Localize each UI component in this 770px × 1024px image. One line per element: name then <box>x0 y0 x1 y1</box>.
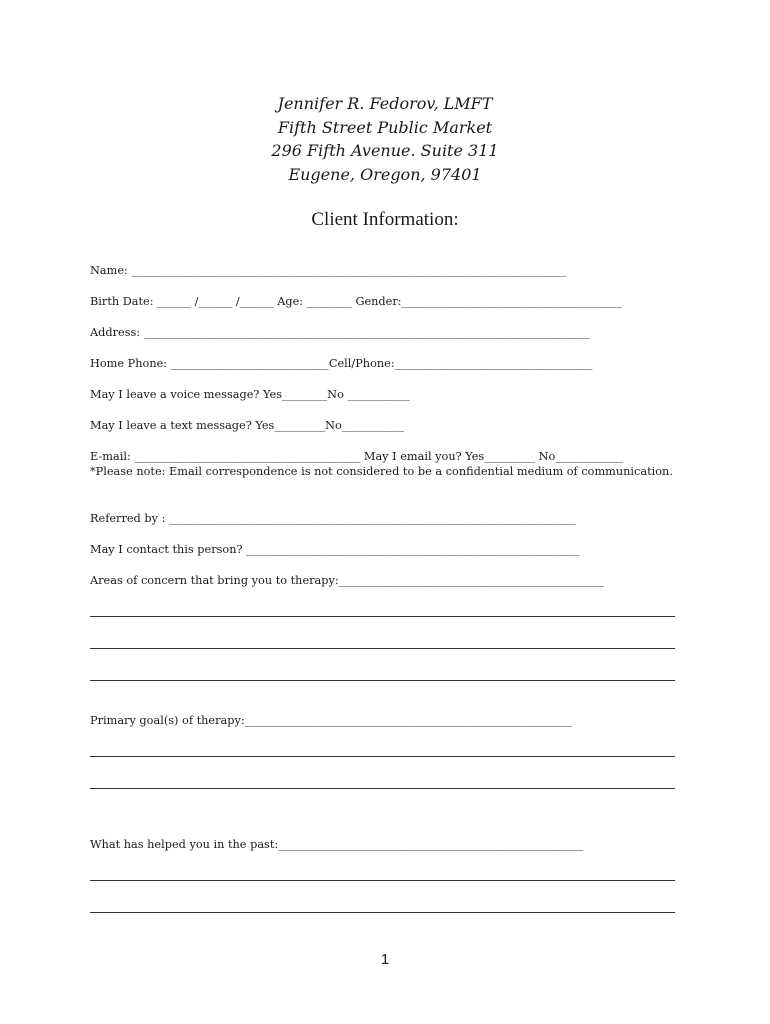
concerns-blank-line[interactable] <box>90 616 675 617</box>
text-message-field[interactable]: May I leave a text message? Yes_________No___________ <box>90 419 404 432</box>
address-field[interactable]: Address: _______________________________________________________________________________ <box>90 326 590 339</box>
email-field[interactable]: E-mail: ________________________________________ May I email you? Yes_________ No____________ <box>90 450 624 463</box>
city-state-zip: Eugene, Oregon, 97401 <box>288 164 482 184</box>
referred-by-field[interactable]: Referred by : ________________________________________________________________________ <box>90 512 576 525</box>
voice-message-field[interactable]: May I leave a voice message? Yes________No ___________ <box>90 388 410 401</box>
name-field[interactable]: Name: _____________________________________________________________________________ <box>90 264 567 277</box>
business-name: Fifth Street Public Market <box>277 117 493 137</box>
past-help-blank-line[interactable] <box>90 912 675 913</box>
therapist-name: Jennifer R. Fedorov, LMFT <box>277 94 493 113</box>
past-help-blank-line[interactable] <box>90 880 675 881</box>
page-title: Client Information: <box>311 209 459 230</box>
street-address: 296 Fifth Avenue. Suite 311 <box>271 141 499 160</box>
birth-age-gender-field[interactable]: Birth Date: ______ /______ /______ Age: ________ Gender:_______________________________________ <box>90 295 622 308</box>
letterhead <box>0 92 770 186</box>
page-number: 1 <box>380 951 390 968</box>
phone-field[interactable]: Home Phone: ____________________________Cell/Phone:___________________________________ <box>90 357 593 370</box>
email-note: *Please note: Email correspondence is not considered to be a confidential medium of communication. <box>90 465 673 478</box>
concerns-field[interactable]: Areas of concern that bring you to therapy:_______________________________________________ <box>90 574 605 587</box>
concerns-blank-line[interactable] <box>90 680 675 681</box>
concerns-blank-line[interactable] <box>90 648 675 649</box>
goals-field[interactable]: Primary goal(s) of therapy:__________________________________________________________ <box>90 714 573 727</box>
contact-referrer-field[interactable]: May I contact this person? ___________________________________________________________ <box>90 543 580 556</box>
past-help-field[interactable]: What has helped you in the past:______________________________________________________ <box>90 838 584 851</box>
goals-blank-line[interactable] <box>90 756 675 757</box>
goals-blank-line[interactable] <box>90 788 675 789</box>
